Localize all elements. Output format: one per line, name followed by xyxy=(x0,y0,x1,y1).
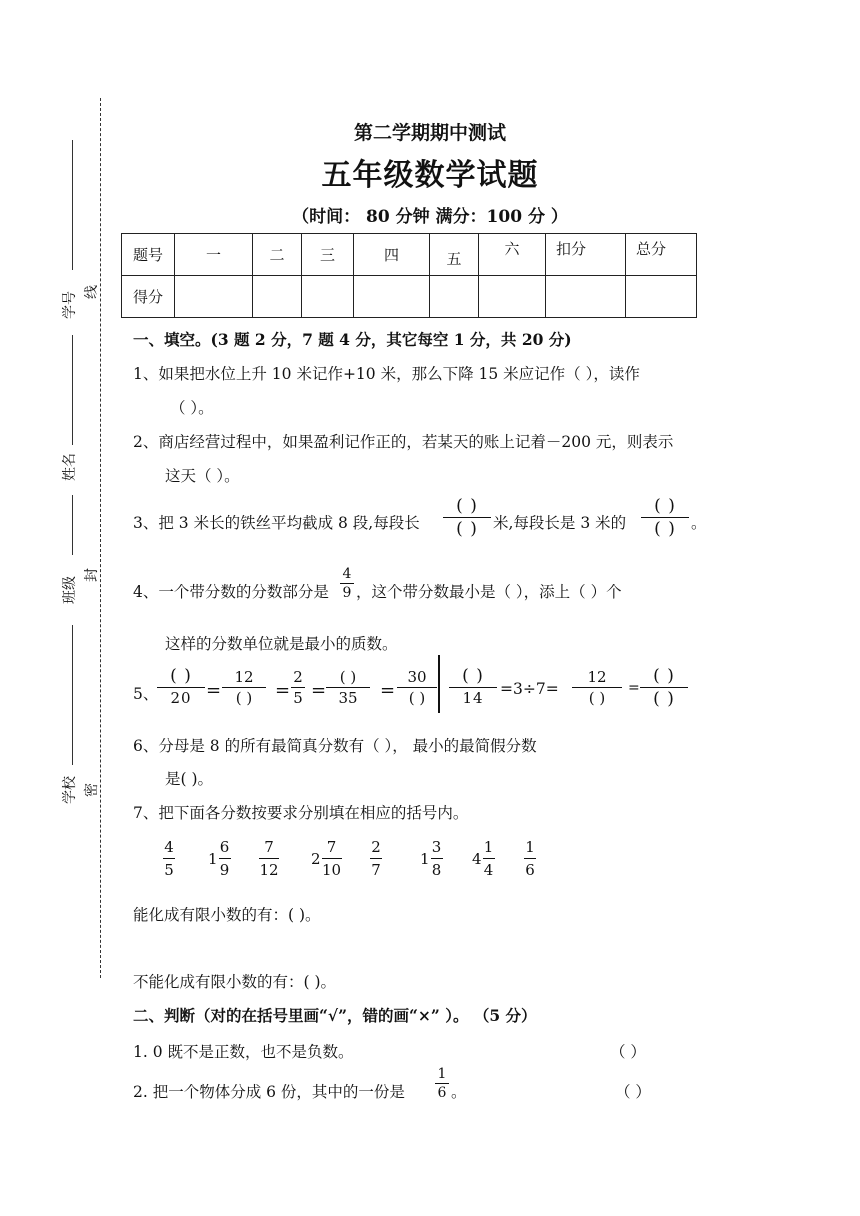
denominator: 4 xyxy=(483,861,494,879)
header-cell: 扣分 xyxy=(546,234,626,276)
score-cell[interactable] xyxy=(479,276,546,318)
q2-line1: 2、商店经营过程中，如果盈利记作正的，若某天的账上记着－200 元，则表示 xyxy=(133,433,674,451)
section2-heading: 二、判断（对的在括号里画“√”，错的画“×” ）。 （5 分） xyxy=(133,1006,537,1025)
judge-q2-end: 。 xyxy=(451,1083,467,1101)
judge-q1-answer[interactable]: （ ） xyxy=(610,1043,646,1061)
judge-q1: 1. 0 既不是正数，也不是负数。 xyxy=(133,1043,354,1061)
score-cell[interactable] xyxy=(354,276,430,318)
q5-fraction-7[interactable]: 12 ( ) xyxy=(572,668,622,707)
numerator: 1 xyxy=(483,838,494,856)
seal-dashed-line xyxy=(100,98,101,978)
exam-subtitle: 第二学期期中测试 xyxy=(353,122,506,144)
seal-char-feng: 封 xyxy=(84,568,100,582)
fraction-item xyxy=(163,838,175,879)
name-label: 姓名 xyxy=(62,453,78,481)
class-line xyxy=(72,495,73,555)
denominator: 9 xyxy=(219,861,230,879)
q5-fraction-8[interactable]: ( ) ( ) xyxy=(640,666,688,709)
score-cell[interactable] xyxy=(302,276,354,318)
fraction-item xyxy=(259,838,279,879)
numerator: 7 xyxy=(264,838,274,856)
q4-text2: ，这个带分数最小是（ ），添上（ ）个 xyxy=(356,583,622,601)
whole-part: 1 xyxy=(420,849,430,868)
numerator: 6 xyxy=(219,838,230,856)
denominator: 6 xyxy=(525,861,535,879)
equals: = xyxy=(628,680,640,696)
denominator: 5 xyxy=(164,861,174,879)
q6-line2: 是( )。 xyxy=(165,770,214,788)
class-label: 班级 xyxy=(62,576,78,604)
judge-q2-answer[interactable]: （ ） xyxy=(615,1083,651,1101)
numerator: 3 xyxy=(431,838,442,856)
score-cell[interactable] xyxy=(430,276,479,318)
q5-fraction-1[interactable]: ( ) 20 xyxy=(157,666,205,707)
fraction-item xyxy=(311,838,342,879)
fraction-item xyxy=(208,838,231,879)
q5-fraction-2[interactable]: 12 ( ) xyxy=(222,668,266,707)
fraction-item xyxy=(420,838,443,879)
score-cell[interactable] xyxy=(253,276,302,318)
whole-part: 4 xyxy=(472,849,482,868)
school-label: 学校 xyxy=(62,776,78,804)
finite-decimal-line: 能化成有限小数的有：( )。 xyxy=(133,906,321,924)
q5-fraction-4[interactable]: ( ) 35 xyxy=(326,668,370,707)
q6-line1: 6、分母是 8 的所有最简真分数有（ ）， 最小的最简假分数 xyxy=(133,737,537,755)
equals: = xyxy=(380,680,396,701)
q4-text3: 这样的分数单位就是最小的质数。 xyxy=(165,635,398,653)
score-table xyxy=(121,233,697,318)
exam-info: （时间： 80 分钟 满分：100 分 ） xyxy=(292,207,568,227)
denominator: 10 xyxy=(322,861,342,879)
fraction-item xyxy=(472,838,495,879)
q7-text: 7、把下面各分数按要求分别填在相应的括号内。 xyxy=(133,804,469,822)
denominator: 8 xyxy=(431,861,442,879)
fraction-item xyxy=(370,838,382,879)
header-cell: 总分 xyxy=(626,234,697,276)
q5-separator xyxy=(438,655,440,713)
whole-part: 1 xyxy=(208,849,218,868)
q4-text1: 4、一个带分数的分数部分是 xyxy=(133,583,329,601)
equals: = xyxy=(206,680,222,701)
header-cell: 一 xyxy=(175,234,253,276)
q3-text1: 3、把 3 米长的铁丝平均截成 8 段,每段长 xyxy=(133,514,420,532)
header-cell: 二 xyxy=(253,234,302,276)
q3-fraction-blank-2[interactable]: ( ) ( ) xyxy=(641,496,689,539)
equals: = xyxy=(275,680,291,701)
denominator: 7 xyxy=(371,861,381,879)
numerator: 4 xyxy=(164,838,174,856)
judge-q2-fraction: 1 6 xyxy=(435,1066,449,1101)
equals: = xyxy=(311,680,327,701)
numerator: 2 xyxy=(371,838,381,856)
q5-fraction-3: 2 5 xyxy=(291,668,305,707)
q4-fraction: 4 9 xyxy=(340,566,354,601)
section1-heading: 一、填空。(3 题 2 分，7 题 4 分，其它每空 1 分，共 20 分) xyxy=(133,330,572,349)
header-cell: 六 xyxy=(479,234,546,276)
q1-line1: 1、如果把水位上升 10 米记作+10 米，那么下降 15 米应记作（ ），读作 xyxy=(133,365,640,383)
exam-title: 五年级数学试题 xyxy=(321,158,539,193)
q3-text3: 。 xyxy=(691,514,707,532)
judge-q2: 2. 把一个物体分成 6 份，其中的一份是 xyxy=(133,1083,405,1101)
q5-label: 5、 xyxy=(133,685,159,703)
seal-char-line: 线 xyxy=(84,285,100,299)
fraction-item xyxy=(524,838,536,879)
score-label-cell: 得分 xyxy=(122,276,175,318)
header-cell: 四 xyxy=(354,234,430,276)
numerator: 1 xyxy=(525,838,535,856)
header-cell: 题号 xyxy=(122,234,175,276)
whole-part: 2 xyxy=(311,849,321,868)
q3-text2: 米,每段长是 3 米的 xyxy=(493,514,627,532)
q5-fraction-6[interactable]: ( ) 14 xyxy=(449,666,497,707)
denominator: 12 xyxy=(259,861,279,879)
name-line xyxy=(72,335,73,445)
numerator: 7 xyxy=(326,838,337,856)
header-cell: 五 xyxy=(430,234,479,276)
student-id-label: 学号 xyxy=(62,291,78,319)
score-cell[interactable] xyxy=(546,276,626,318)
q2-line2: 这天（ ）。 xyxy=(165,467,240,485)
infinite-decimal-line: 不能化成有限小数的有：( )。 xyxy=(133,973,337,991)
score-cell[interactable] xyxy=(626,276,697,318)
school-line xyxy=(72,625,73,765)
q5-division: =3÷7= xyxy=(500,680,559,698)
q5-fraction-5[interactable]: 30 ( ) xyxy=(397,668,437,707)
seal-char-mi: 密 xyxy=(84,783,100,797)
header-cell: 三 xyxy=(302,234,354,276)
q1-line2: （ ）。 xyxy=(170,399,214,417)
score-cell[interactable] xyxy=(175,276,253,318)
q3-fraction-blank-1[interactable]: ( ) ( ) xyxy=(443,496,491,539)
